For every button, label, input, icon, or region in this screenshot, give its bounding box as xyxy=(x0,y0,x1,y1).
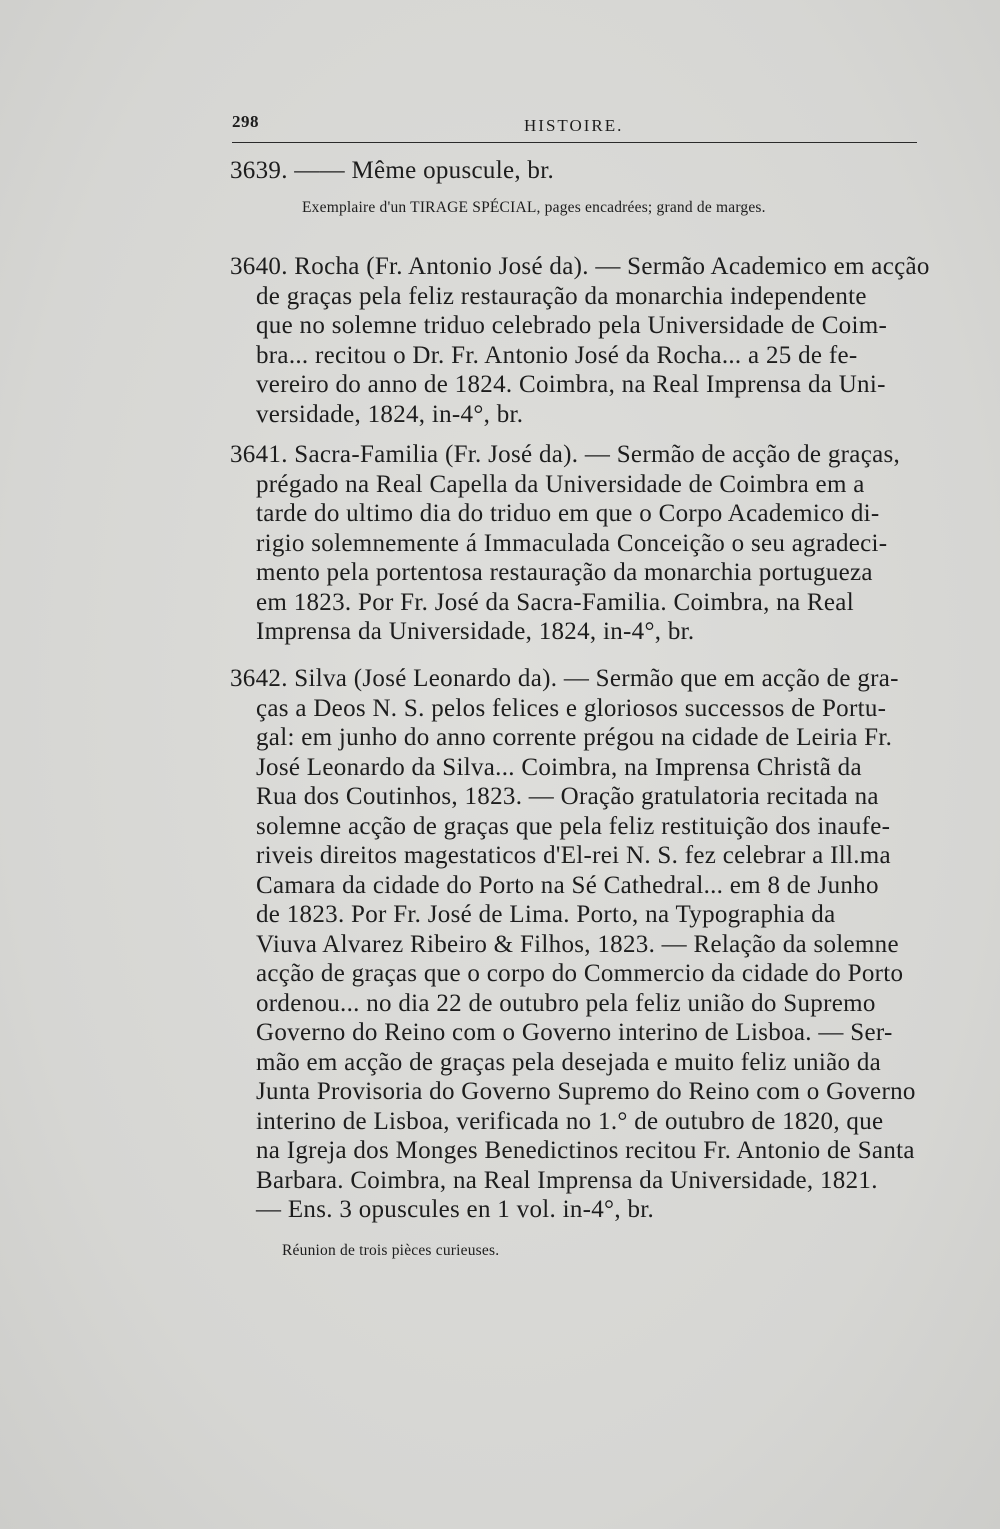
entry-line: de 1823. Por Fr. José de Lima. Porto, na Typographia da xyxy=(256,901,836,928)
entry-line: gal: em junho do anno corrente prégou na cidade de Leiria Fr. xyxy=(256,724,893,751)
entry-line: 3642. Silva (José Leonardo da). — Sermão que em acção de gra- xyxy=(230,665,899,692)
entry-line: 3639. —— Même opuscule, br. xyxy=(230,157,555,184)
entry-line: que no solemne triduo celebrado pela Universidade de Coim- xyxy=(256,312,888,339)
entry-line: Imprensa da Universidade, 1824, in-4°, br. xyxy=(256,618,695,645)
entry-line: solemne acção de graças que pela feliz restituição dos inaufe- xyxy=(256,812,891,840)
entry-line: de graças pela feliz restauração da monarchia independente xyxy=(256,282,867,310)
page-number: 298 xyxy=(232,112,259,131)
entry-line: riveis direitos magestaticos d'El-rei N. S. fez celebrar a Ill.ma xyxy=(256,842,891,869)
entry-line: acção de graças que o corpo do Commercio da cidade do Porto xyxy=(256,960,904,987)
entry-line: bra... recitou o Dr. Fr. Antonio José da Rocha... a 25 de fe- xyxy=(256,341,858,369)
entry-line: ordenou... no dia 22 de outubro pela feliz união do Supremo xyxy=(256,989,876,1017)
entry-line: José Leonardo da Silva... Coimbra, na Imprensa Christã da xyxy=(256,753,862,781)
entry-note: Exemplaire d'un TIRAGE SPÉCIAL, pages encadrées; grand de marges. xyxy=(302,198,766,216)
entry-line: mão em acção de graças pela desejada e muito feliz união da xyxy=(256,1048,882,1076)
entry-3642 xyxy=(230,664,916,1261)
entry-line: na Igreja dos Monges Benedictinos recitou Fr. Antonio de Santa xyxy=(256,1137,915,1164)
entry-3641 xyxy=(230,440,910,647)
entry-line: 3641. Sacra-Familia (Fr. José da). — Sermão de acção de graças, xyxy=(230,441,901,468)
entry-line: Viuva Alvarez Ribeiro & Filhos, 1823. — Relação da solemne xyxy=(256,930,899,958)
entry-line: tarde do ultimo dia do triduo em que o Corpo Academico di- xyxy=(256,500,880,527)
running-head: HISTOIRE. xyxy=(524,116,624,135)
entry-3640 xyxy=(230,252,930,429)
entry-line: interino de Lisboa, verificada no 1.° de outubro de 1820, que xyxy=(256,1107,884,1135)
entry-line: em 1823. Por Fr. José da Sacra-Familia. Coimbra, na Real xyxy=(256,588,854,616)
entry-line: ças a Deos N. S. pelos felices e gloriosos successos de Portu- xyxy=(256,694,887,722)
entry-line: Junta Provisoria do Governo Supremo do Reino com o Governo xyxy=(256,1078,916,1105)
entry-line: rigio solemnemente á Immaculada Conceição o seu agradeci- xyxy=(256,529,888,557)
entry-line: mento pela portentosa restauração da monarchia portugueza xyxy=(256,559,873,586)
entry-line: vereiro do anno de 1824. Coimbra, na Real Imprensa da Uni- xyxy=(256,371,886,398)
entry-line: prégado na Real Capella da Universidade de Coimbra em a xyxy=(256,470,865,498)
entry-line: 3640. Rocha (Fr. Antonio José da). — Sermão Academico em acção xyxy=(230,253,930,280)
entry-line: Camara da cidade do Porto na Sé Cathedral... em 8 de Junho xyxy=(256,871,879,899)
entry-line: Governo do Reino com o Governo interino de Lisboa. — Ser- xyxy=(256,1019,893,1046)
entry-line: Rua dos Coutinhos, 1823. — Oração gratulatoria recitada na xyxy=(256,783,879,810)
entry-3639 xyxy=(230,156,910,218)
entry-line: Barbara. Coimbra, na Real Imprensa da Universidade, 1821. xyxy=(256,1166,878,1194)
header-rule xyxy=(232,142,917,143)
page-header xyxy=(232,112,917,148)
entry-line: versidade, 1824, in-4°, br. xyxy=(256,400,524,428)
entry-note: Réunion de trois pièces curieuses. xyxy=(282,1241,500,1259)
entry-line: — Ens. 3 opuscules en 1 vol. in-4°, br. xyxy=(256,1196,655,1223)
